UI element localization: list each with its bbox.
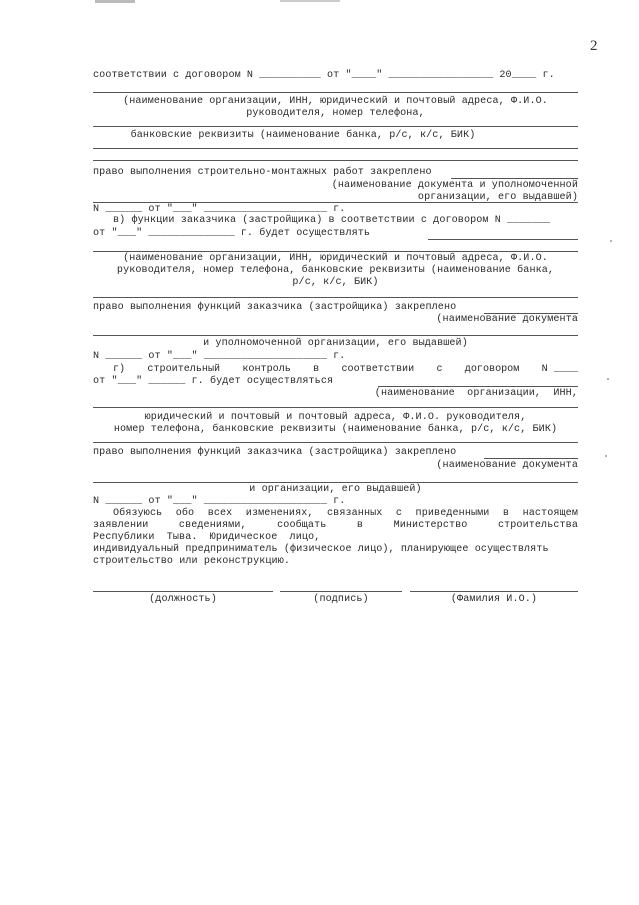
text-line: от "___" ______________ г. будет осуществлять (93, 228, 371, 239)
paragraph-line: Обязуюсь обо всех изменениях, связанных с приведенными в настоящем (113, 508, 578, 519)
scan-artifact (280, 0, 340, 2)
fill-line (378, 386, 578, 387)
position-label: (должность) (149, 594, 217, 605)
text-line: N ______ от "___" ____________________ г. (93, 351, 346, 362)
fill-line (93, 202, 578, 203)
position-fill-line (93, 591, 273, 592)
caption-line: организации, его выдавшей) (417, 192, 578, 203)
text-line: N ______ от "___" ____________________ г. (93, 204, 346, 215)
word: договором (464, 364, 520, 375)
word: соответствии (341, 364, 415, 375)
word: контроль (242, 364, 291, 375)
fill-line (428, 239, 578, 240)
text-line: от "___" ______ г. будет осуществляться (93, 376, 334, 387)
caption-line: юридический и почтовый и почтовый адреса, Ф.И.О. руководителя, (144, 412, 527, 423)
word: с (436, 364, 443, 375)
word: г) (113, 364, 126, 375)
scan-speck (607, 378, 609, 380)
caption-line: (наименование организации, ИНН, (374, 388, 578, 399)
caption-line: номер телефона, банковские реквизиты (наименование банка, р/с, к/с, БИК) (113, 424, 558, 435)
text-line: в) функции заказчика (застройщика) в соответствии с договором N _______ (113, 215, 551, 226)
text-line: право выполнения строительно-монтажных работ закреплено (93, 167, 432, 178)
paragraph-line: индивидуальный предприниматель (физическое лицо), планирующее осуществлять (93, 544, 549, 555)
paragraph-line: заявлении сведениями, сообщать в Министерство строительства (93, 520, 578, 531)
scan-speck (610, 240, 612, 242)
scan-speck (605, 455, 607, 457)
fill-line (93, 297, 578, 298)
text-line: N ______ от "___" ____________________ г. (93, 496, 346, 507)
contract-line: соответствии с договором N __________ от "____" _________________ 20____ г. (93, 70, 555, 81)
fill-line (93, 251, 578, 252)
caption-line: (наименование документа (436, 314, 578, 325)
word: в (313, 364, 320, 375)
word: N ____ (541, 364, 578, 375)
caption-line: р/с, к/с, БИК) (292, 277, 379, 288)
caption-line: банковские реквизиты (наименование банка, р/с, к/с, БИК) (130, 130, 476, 141)
fill-line (93, 335, 578, 336)
text-line: право выполнения функций заказчика (застройщика) закреплено (93, 302, 457, 313)
caption-line: и уполномоченной организации, его выдавшей) (203, 338, 468, 349)
fill-line (93, 126, 578, 127)
fill-line (93, 482, 578, 483)
name-fill-line (410, 591, 578, 592)
fill-line (93, 407, 578, 408)
caption-line: (наименование организации, ИНН, юридический и почтовый адреса, Ф.И.О. (123, 96, 548, 107)
paragraph-line: строительство или реконструкцию. (93, 556, 291, 567)
caption-line: руководителя, номер телефона, (246, 108, 425, 119)
fill-line (93, 160, 578, 161)
caption-line: (наименование документа и уполномоченной (331, 180, 578, 191)
fill-line (93, 92, 578, 93)
fill-line (451, 178, 578, 179)
section-g-line (113, 364, 578, 376)
paragraph-line: Республики Тыва. Юридическое лицо, (93, 532, 321, 543)
caption-line: (наименование документа (436, 460, 578, 471)
name-label: (Фамилия И.О.) (450, 594, 538, 605)
page-number: 2 (590, 38, 598, 54)
scan-artifact (95, 0, 135, 3)
caption-line: (наименование организации, ИНН, юридический и почтовый адреса, Ф.И.О. (123, 253, 548, 264)
fill-line (93, 148, 578, 149)
signature-fill-line (280, 591, 402, 592)
caption-line: и организации, его выдавшей) (249, 484, 422, 495)
text-line: право выполнения функций заказчика (застройщика) закреплено (93, 447, 457, 458)
caption-line: руководителя, номер телефона, банковские реквизиты (наименование банка, (116, 265, 555, 276)
fill-line (93, 442, 578, 443)
signature-label: (подпись) (313, 594, 369, 605)
word: строительный (147, 364, 221, 375)
fill-line (484, 458, 578, 459)
